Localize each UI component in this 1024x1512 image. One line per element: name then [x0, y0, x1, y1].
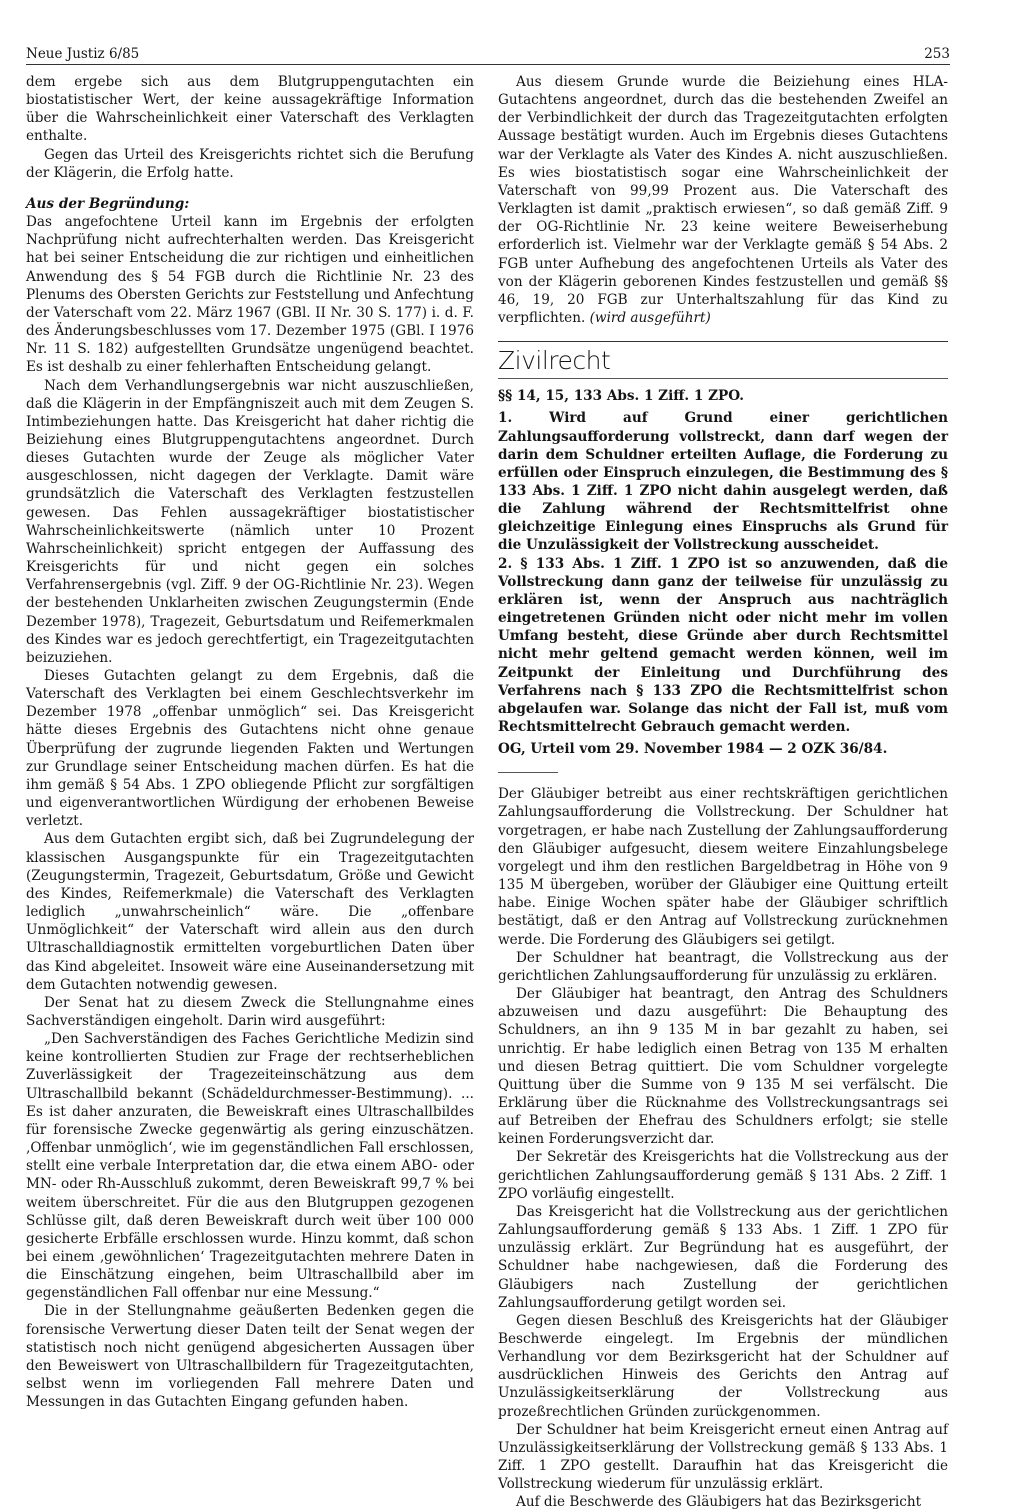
paragraph: Der Schuldner hat beim Kreisgericht erneut einen Antrag auf Unzulässigkeitserklärung der Vollstreckung gemäß § 133 Abs. 1 Ziff. 1 ZPO gestellt. Daraufhin hat das Kreisgericht die Vollstreckung wiederum für unzulässig erklärt. — [498, 1421, 948, 1493]
paragraph: dem ergebe sich aus dem Blutgruppengutachten ein biostatistischer Wert, der keine aussagekräftige Information über die Wahrscheinlichkeit einer Vaterschaft des Verklagten enthalte. — [26, 74, 474, 145]
paragraph: Auf die Beschwerde des Gläubigers hat das Bezirksgericht — [516, 1494, 922, 1511]
paragraph: Der Senat hat zu diesem Zweck die Stellungnahme eines Sachverständigen eingeholt. Darin wird ausgeführt: — [26, 994, 474, 1029]
quotation: „Den Sachverständigen des Faches Gerichtliche Medizin sind keine kontrollierten Studien zur Frage der rechtserheblichen Zuverlässigkeit der Tragezeiteinschätzung aus dem Ultraschallbild bekannt (Schädeldurchmesser-Bestimmung). ... Es ist daher anzuraten, die Beweiskraft eines Ultraschallbildes für forensische Zwecke gegenwärtig als gering einzuschätzen. ‚Offenbar unmöglich‘, wie im gegenständlichen Fall erschlossen, stellt eine verbale Interpretation dar, die etwa einem ABO- oder MN- oder Rh-Ausschluß zukommt, deren Beweiskraft 99,7 % bei weitem überschreitet. Für die aus den Blutgruppen gezogenen Schlüsse gilt, daß deren Beweiskraft durch weit über 100 000 gesicherte Erbfälle erschlossen wurde. Hinzu kommt, daß schon bei einem ‚gewöhnlichen‘ Tragezeitgutachten mehrere Daten in die Einschätzung eingehen, beim Ultraschallbild aber im gegenständlichen Fall offenbar nur eine Messung.“ — [26, 1031, 474, 1302]
paragraph-text: Aus diesem Grunde wurde die Beiziehung eines HLA-Gutachtens angeordnet, durch das die bestehenden Zweifel an der Verbindlichkeit der durch das Tragezeitgutachten erfolgten Aussage bestätigt wurden. Auch im Ergebnis dieses Gutachtens war der Verklagte als Vater des Kindes A. nicht auszuschließen. Es wies biostatistisch sogar eine Wahrscheinlichkeit der Vaterschaft von 99,99 Prozent aus. Die Vaterschaft des Verklagten ist damit „praktisch erwiesen“, so daß gemäß Ziff. 9 der OG-Richtlinie Nr. 23 keine weitere Beweiserhebung erforderlich ist. Vielmehr war der Verklagte gemäß § 54 Abs. 2 FGB unter Aufhebung des angefochtenen Urteils als Vater des von der Klägerin geborenen Kindes festzustellen und gemäß §§ 46, 19, 20 FGB zur Unterhaltszahlung für das Kind zu verpflichten. — [498, 74, 948, 327]
ruling-citation: OG, Urteil vom 29. November 1984 — 2 OZK 36/84. — [498, 741, 888, 758]
paragraph: Die in der Stellungnahme geäußerten Bedenken gegen die forensische Verwertung dieser Daten teilt der Senat wegen der statistisch noch nicht genügend abgesicherten Aussagen über den Beweiswert von Ultraschallbildern für Tragezeitgutachten, selbst wenn im vorliegenden Fall mehrere Daten und Messungen in das Gutachten Eingang gefunden haben. — [26, 1303, 474, 1411]
headnote: 2. § 133 Abs. 1 Ziff. 1 ZPO ist so anzuwenden, daß die Vollstreckung dann ganz der teilweise für unzulässig zu erklären ist, wenn der Anspruch aus nachträglich eingetretenen Gründen nicht oder nicht mehr im vollen Umfang besteht, diese Gründe aber durch Rechtsmittel nicht mehr geltend gemacht werden können, weil im Zeitpunkt der Einleitung und Durchführung des Verfahrens nach § 133 ZPO die Rechtsmittelfrist schon abgelaufen war. Solange das nicht der Fall ist, muß vom Rechtsmittelrecht Gebrauch gemacht werden. — [498, 555, 948, 735]
paragraph: Gegen diesen Beschluß des Kreisgerichts hat der Gläubiger Beschwerde eingelegt. Im Ergebnis der mündlichen Verhandlung vor dem Bezirksgericht hat der Schuldner auf ausdrücklichen Hinweis des Gerichts den Antrag auf Unzulässigkeitserklärung der Vollstreckung aus prozeßrechtlichen Gründen zurückgenommen. — [498, 1312, 948, 1420]
page-number: 253 — [924, 46, 950, 62]
paragraph: Gegen das Urteil des Kreisgerichts richtet sich die Berufung der Klägerin, die Erfolg hatte. — [26, 146, 474, 181]
paragraph: Dieses Gutachten gelangt zu dem Ergebnis, daß die Vaterschaft des Verklagten bei einem Geschlechtsverkehr im Dezember 1978 „offenbar unmöglich“ sei. Das Kreisgericht hätte dieses Ergebnis des Gutachtens nicht ohne genaue Überprüfung der zugrunde liegenden Fakten und Wertungen zur Grundlage seiner Entscheidung machen dürfen. Es hat die ihm gemäß § 54 Abs. 1 ZPO obliegende Pflicht zur sorgfältigen und eigenverantwortlichen Würdigung der erhobenen Beweise verletzt. — [26, 668, 474, 830]
section-divider — [498, 341, 948, 379]
paragraph: Das Kreisgericht hat die Vollstreckung aus der gerichtlichen Zahlungsaufforderung gemäß § 133 Abs. 1 Ziff. 1 ZPO für unzulässig erklärt. Zur Begründung hat es ausgeführt, der Schuldner habe nachgewiesen, daß die Forderung des Gläubigers nach Zustellung der gerichtlichen Zahlungsaufforderung getilgt worden sei. — [498, 1203, 948, 1311]
journal-title: Neue Justiz 6/85 — [26, 46, 140, 62]
cited-norms: §§ 14, 15, 133 Abs. 1 Ziff. 1 ZPO. — [498, 388, 745, 405]
running-header — [26, 44, 950, 65]
section-title: Zivilrecht — [498, 346, 948, 379]
paragraph: Das angefochtene Urteil kann im Ergebnis der erfolgten Nachprüfung nicht aufrechterhalten werden. Das Kreisgericht hat bei seiner Entscheidung die zur richtigen und einheitlichen Anwendung des § 54 FGB durch die Richtlinie Nr. 23 des Plenums des Obersten Gerichts zur Feststellung und Anfechtung der Vaterschaft vom 22. März 1967 (GBl. II Nr. 30 S. 177) i. d. F. des Änderungsbeschlusses vom 17. Dezember 1975 (GBl. I 1976 Nr. 11 S. 182) aufgestellten Grundsätze ungenügend beachtet. Es ist deshalb zu einer fehlerhaften Entscheidung gelangt. — [26, 214, 474, 376]
paragraph: Der Gläubiger hat beantragt, den Antrag des Schuldners abzuweisen und dazu ausgeführt: Die Behauptung des Schuldners, an ihn 9 135 M in bar gezahlt zu haben, sei unrichtig. Er habe lediglich einen Betrag von 135 M erhalten und diesen Betrag quittiert. Die vom Schuldner vorgelegte Quittung über die Summe von 9 135 M sei verfälscht. Die Erklärung über die Rücknahme des Vollstreckungsantrags sei auf Betreiben der Ehefrau des Schuldners erfolgt; sie stelle keinen Forderungsverzicht dar. — [498, 986, 948, 1148]
divider — [498, 772, 558, 773]
paragraph: Aus dem Gutachten ergibt sich, daß bei Zugrundelegung der klassischen Ausgangspunkte für ein Tragezeitgutachten (Zeugungstermin, Tragezeit, Geburtsdatum, Größe und Gewicht des Kindes, Reifemerkmale) die Vaterschaft des Verklagten lediglich „unwahrscheinlich“ wäre. Die „offenbare Unmöglichkeit“ der Vaterschaft wird allein aus den durch Ultraschalldiagnostik ermittelten vorgeburtlichen Daten über das Kind abgeleitet. Insoweit wäre eine Auseinandersetzung mit dem Gutachten notwendig gewesen. — [26, 831, 474, 993]
paragraph: Der Sekretär des Kreisgerichts hat die Vollstreckung aus der gerichtlichen Zahlungsaufforderung gemäß § 131 Abs. 2 Ziff. 1 ZPO vorläufig eingestellt. — [498, 1149, 948, 1202]
paragraph: Der Gläubiger betreibt aus einer rechtskräftigen gerichtlichen Zahlungsaufforderung die Vollstreckung. Der Schuldner hat vorgetragen, er habe nach Zustellung der Zahlungsaufforderung den Gläubiger aufgesucht, diesem weitere Einzahlungsbelege vorgelegt und ihm den restlichen Bargeldbetrag in Höhe von 9 135 M übergeben, worüber der Gläubiger eine Quittung erteilt habe. Einige Wochen später habe der Gläubiger schriftlich bestätigt, daß er den Antrag auf Vollstreckung zurücknehmen werde. Die Forderung des Gläubigers sei getilgt. — [498, 786, 948, 948]
editorial-note: (wird ausgeführt) — [589, 310, 711, 327]
paragraph — [498, 73, 948, 327]
section-subheading: Aus der Begründung: — [26, 195, 190, 212]
left-column — [26, 73, 474, 1411]
paragraph: Nach dem Verhandlungsergebnis war nicht auszuschließen, daß die Klägerin in der Empfängniszeit auch mit dem Zeugen S. Intimbeziehungen hatte. Das Kreisgericht hat daher richtig die Beiziehung eines Blutgruppengutachtens angeordnet. Durch dieses Gutachten wurde der Zeuge als möglicher Vater ausgeschlossen, nicht dagegen der Verklagte. Damit wäre grundsätzlich die Vaterschaft des Verklagten festzustellen gewesen. Das Fehlen aussagekräftiger biostatistischer Wahrscheinlichkeitswerte (nämlich unter 10 Prozent Wahrscheinlichkeit) spricht entgegen der Auffassung des Kreisgerichts für und nicht gegen ein solches Verfahrensergebnis (vgl. Ziff. 9 der OG-Richtlinie Nr. 23). Wegen der bestehenden Unklarheiten zwischen Zeugungstermin (Ende Dezember 1978), Tragezeit, Geburtsdatum und Reifemerkmalen des Kindes war es jedoch gerechtfertigt, ein Tragezeitgutachten beizuziehen. — [26, 377, 474, 666]
right-column — [498, 73, 948, 1512]
headnote: 1. Wird auf Grund einer gerichtlichen Zahlungsaufforderung vollstreckt, dann darf wegen der darin dem Schuldner erteilten Auflage, die Forderung zu erfüllen oder Einspruch einzulegen, die Bestimmung des § 133 Abs. 1 Ziff. 1 ZPO nicht dahin ausgelegt werden, daß die Zahlung während der Rechtsmittelfrist ohne gleichzeitige Einlegung eines Einspruchs als Grund für die Unzulässigkeit der Vollstreckung ausscheidet. — [498, 410, 948, 554]
paragraph: Der Schuldner hat beantragt, die Vollstreckung aus der gerichtlichen Zahlungsaufforderung für unzulässig zu erklären. — [498, 949, 948, 984]
